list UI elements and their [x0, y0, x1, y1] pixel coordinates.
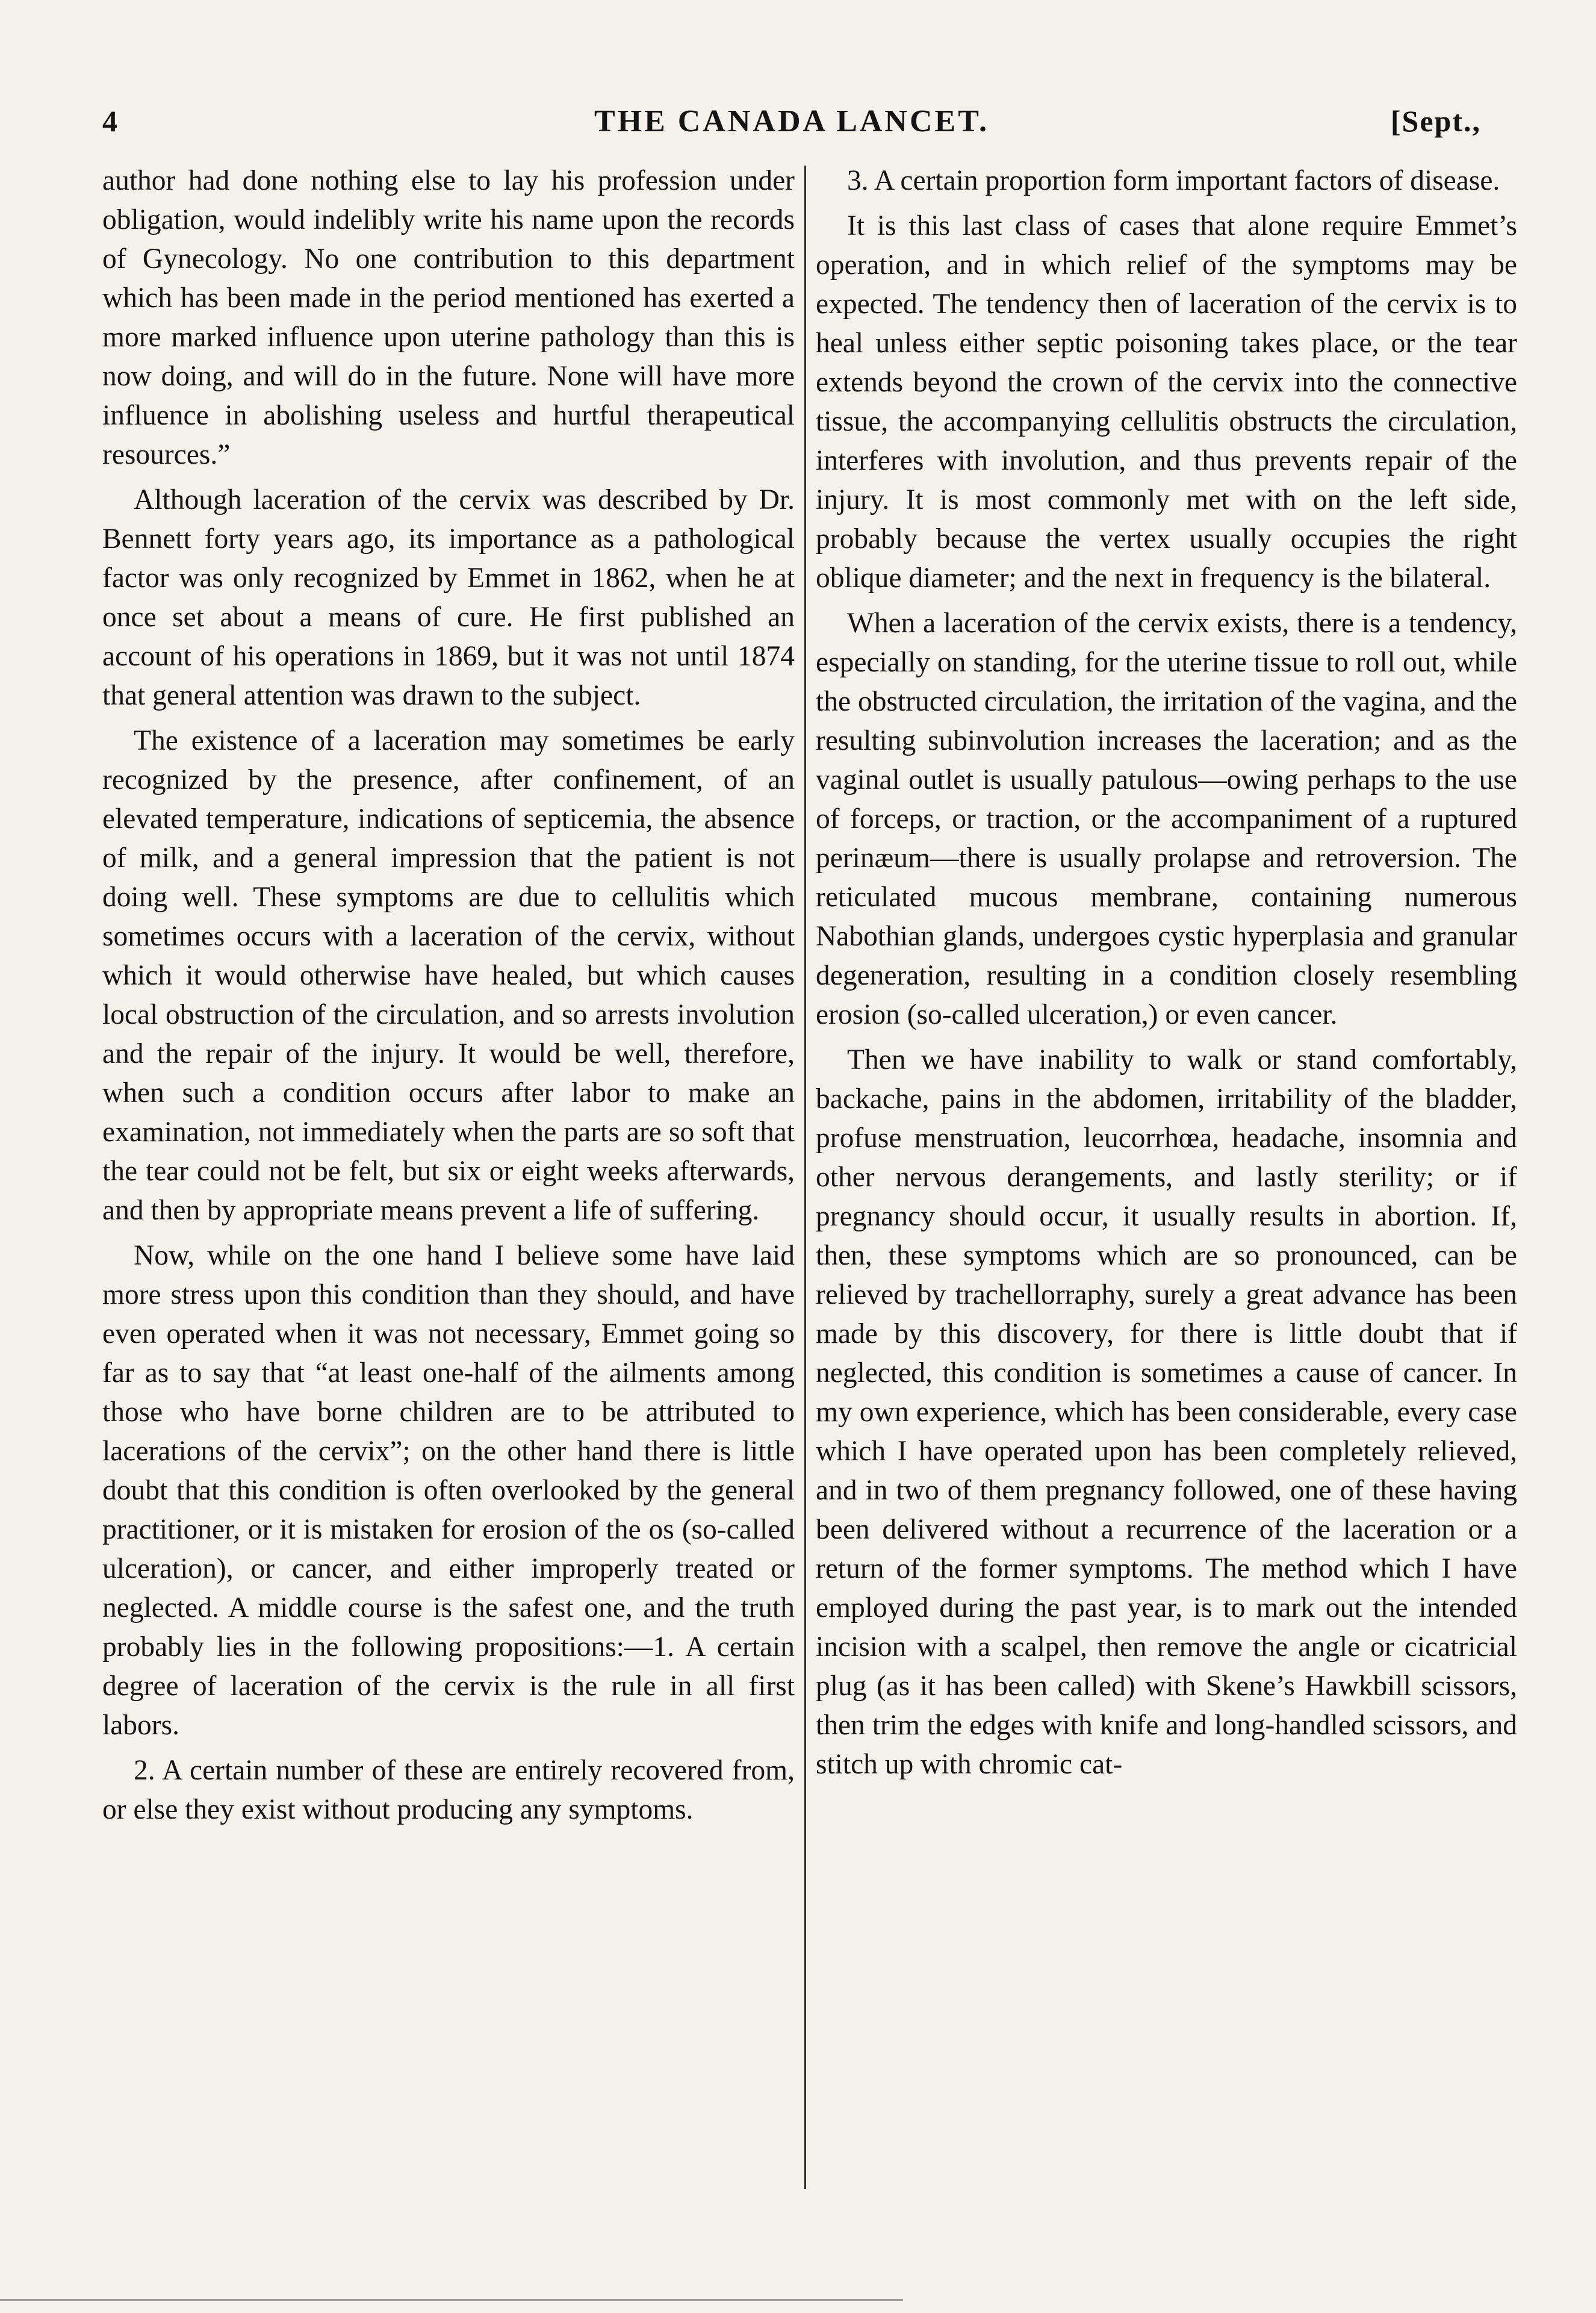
paragraph: author had done nothing else to lay his profession under obligation, would indelibly write his name upon the records of Gynecology. No one contribution to this department which has been made in the period mentioned has exerted a more marked influence upon uterine pathology than this is now doing, and will do in the future. None will have more influence in abolishing useless and hurtful therapeutical resources.” — [102, 165, 795, 470]
paragraph: Now, while on the one hand I believe some have laid more stress upon this condition than they should, and have even operated when it was not necessary, Emmet going so far as to say that “at least one-half of the ailments among those who have borne children are to be attributed to lacerations of the cervix”; on the other hand there is little doubt that this condition is often overlooked by the general practitioner, or it is mistaken for erosion of the os (so-called ulceration), or cancer, and either improperly treated or neglected. A middle course is the safest one, and the truth probably lies in the following propositions:—1. A certain degree of laceration of the cervix is the rule in all first labors. — [102, 1240, 795, 1741]
paragraph: Although laceration of the cervix was described by Dr. Bennett forty years ago, its importance as a pathological factor was only recognized by Emmet in 1862, when he at once set about a means of cure. He first published an account of his operations in 1869, but it was not until 1874 that general attention was drawn to the subject. — [102, 484, 795, 711]
paragraph: It is this last class of cases that alone require Emmet’s operation, and in which relief of the symptoms may be expected. The tendency then of laceration of the cervix is to heal unless either septic poisoning takes place, or the tear extends beyond the crown of the cervix into the connective tissue, the accompanying cellulitis obstructs the circulation, interferes with involution, and thus prevents repair of the injury. It is most commonly met with on the left side, probably because the vertex usually occupies the right oblique diameter; and the next in frequency is the bilateral. — [816, 210, 1517, 594]
paragraph: Then we have inability to walk or stand comfortably, backache, pains in the abdomen, irritability of the bladder, profuse menstruation, leucorrhœa, headache, insomnia and other nervous derangements, and lastly sterility; or if pregnancy should occur, it usually results in abortion. If, then, these symptoms which are so pronounced, can be relieved by trachellorraphy, surely a great advance has been made by this discovery, for there is little doubt that if neglected, this condition is sometimes a cause of cancer. In my own experience, which has been considerable, every case which I have operated upon has been completely relieved, and in two of them pregnancy followed, one of these having been delivered without a recurrence of the laceration or a return of the former symptoms. The method which I have employed during the past year, is to mark out the intended incision with a scalpel, then remove the angle or cicatricial plug (as it has been called) with Skene’s Hawkbill scissors, then trim the edges with knife and long-handled scissors, and stitch up with chromic cat- — [816, 1044, 1517, 1780]
running-head — [102, 104, 1481, 146]
left-column — [102, 161, 795, 1835]
journal-title: THE CANADA LANCET. — [594, 104, 990, 139]
paragraph: 3. A certain proportion form important factors of disease. — [847, 165, 1500, 196]
paragraph: 2. A certain number of these are entirely recovered from, or else they exist without producing any symptoms. — [102, 1755, 795, 1825]
paragraph: When a laceration of the cervix exists, there is a tendency, especially on standing, for the uterine tissue to roll out, while the obstructed circulation, the irritation of the vagina, and the resulting subinvolution increases the laceration; and as the vaginal outlet is usually patulous—owing perhaps to the use of forceps, or traction, or the accompaniment of a ruptured perinæum—there is usually prolapse and retroversion. The reticulated mucous membrane, containing numerous Nabothian glands, undergoes cystic hyperplasia and granular degeneration, resulting in a condition closely resembling erosion (so-called ulceration,) or even cancer. — [816, 608, 1517, 1030]
right-column — [816, 161, 1517, 1790]
paragraph: The existence of a laceration may sometimes be early recognized by the presence, after confinement, of an elevated temperature, indications of septicemia, the absence of milk, and a general impression that the patient is not doing well. These symptoms are due to cellulitis which sometimes occurs with a laceration of the cervix, without which it would otherwise have healed, but which causes local obstruction of the circulation, and so arrests involution and the repair of the injury. It would be well, therefore, when such a condition occurs after labor to make an examination, not immediately when the parts are so soft that the tear could not be felt, but six or eight weeks afterwards, and then by appropriate means prevent a life of suffering. — [102, 725, 795, 1226]
page-bottom-rule — [0, 2299, 903, 2301]
column-divider — [804, 166, 806, 2189]
page-number: 4 — [102, 104, 117, 138]
issue-date: [Sept., — [1390, 104, 1481, 138]
